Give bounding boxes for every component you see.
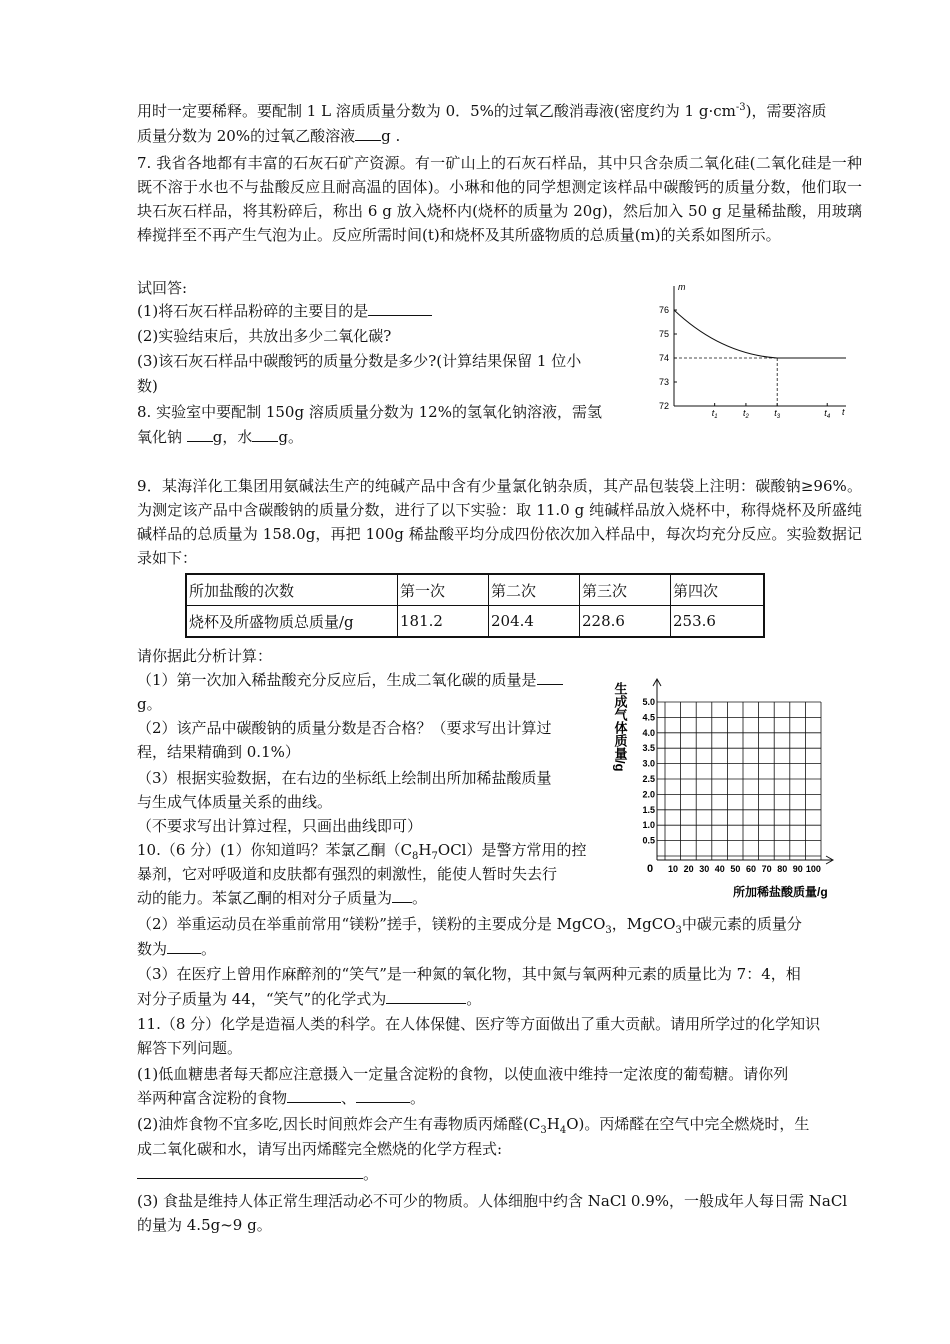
q9-part3: （3）根据实验数据，在右边的坐标纸上绘制出所加稀盐酸质量 (137, 769, 552, 787)
q9-part1: （1）第一次加入稀盐酸充分反应后，生成二氧化碳的质量是 (137, 668, 563, 692)
q10-line6: （3）在医疗上曾用作麻醉剂的“笑气”是一种氮的氧化物，其中氮与氧两种元素的质量比为 7：4，相 (137, 965, 801, 983)
q8-line1: 8. 实验室中要配制 150g 溶质质量分数为 12%的氢氧化钠溶液，需氢 (137, 403, 602, 421)
y-tick-label: 1.0 (642, 820, 655, 831)
q11-line3: (1)低血糖患者每天都应注意摄入一定量含淀粉的食物，以使血液中维持一定浓度的葡萄糖。请你列 (137, 1065, 789, 1083)
x-tick-label: $t_4$ (824, 408, 831, 420)
mass-time-chart (646, 280, 852, 420)
q10-line2: 暴剂，它对呼吸道和皮肤都有强烈的刺激性，能使人暂时失去行 (137, 865, 558, 883)
table-header-row (186, 574, 764, 606)
x-tick-label: 40 (714, 864, 725, 874)
y-tick-label: 73 (658, 377, 669, 387)
gas-mass-grid-chart (612, 676, 855, 904)
q7-ask: 试回答: (137, 279, 188, 297)
q7-part3: (3)该石灰石样品中碳酸钙的质量分数是多少?(计算结果保留 1 位小 (137, 352, 582, 370)
q10-line5: 数为 。 (137, 937, 216, 961)
text-line: 用时一定要稀释。要配制 1 L 溶质质量分数为 0．5%的过氧乙酸消毒液(密度约为 1 $g\cdot cm^{-3}$)，需要溶质 (137, 102, 827, 120)
x-tick-label: $t_3$ (774, 408, 781, 420)
q7-part2: (2)实验结束后，共放出多少二氧化碳? (137, 327, 392, 345)
x-tick-label: 80 (777, 864, 788, 874)
y-tick-label: 3.0 (642, 758, 655, 769)
answer-blank[interactable] (386, 987, 466, 1004)
answer-blank[interactable] (355, 124, 381, 141)
q9-intro: 9．某海洋化工集团用氨碱法生产的纯碱产品中含有少量氯化钠杂质，其产品包装袋上注明：碳酸钠≥96%。为测定该产品中含碳酸钠的质量分数，进行了以下实验：取 11.0 g 纯碱样品放入烧杯中，称得烧杯及所盛纯碱样品的总质量为 158.0g，再把 100g 稀盐酸平均分成四份依次加入样品中，每次均充分反应。实验数据记录如下： (137, 477, 862, 567)
y-tick-label: 4.5 (642, 712, 655, 723)
y-tick-label: 76 (658, 305, 669, 315)
origin-label: 0 (647, 863, 654, 875)
q7-part1: (1)将石灰石样品粉碎的主要目的是 (137, 299, 432, 323)
q11-line4: 举两种富含淀粉的食物 、 。 (137, 1086, 425, 1110)
experiment-data-table (185, 573, 765, 638)
table-cell: 所加盐酸的次数 (186, 574, 398, 606)
q9-part3-cont: 与生成气体质量关系的曲线。 (137, 793, 333, 811)
x-tick-label: 70 (761, 864, 772, 874)
q11-line8: (3) 食盐是维持人体正常生理活动必不可少的物质。人体细胞中约含 NaCl 0.9%，一般成年人每日需 NaCl (137, 1192, 848, 1210)
y-tick-label: 2.5 (642, 774, 655, 784)
table-cell: 烧杯及所盛物质总质量/g (186, 606, 398, 638)
q10-line7: 对分子质量为 44，“笑气”的化学式为 。 (137, 987, 481, 1011)
answer-blank[interactable] (537, 668, 563, 685)
y-axis-label: 生成气体质量/g (612, 682, 628, 772)
q10-line3: 动的能力。苯氯乙酮的相对分子质量为 。 (137, 886, 427, 910)
x-tick-label: 100 (805, 864, 821, 874)
answer-blank[interactable] (187, 425, 213, 442)
q11-line6: 成二氧化碳和水，请写出丙烯醛完全燃烧的化学方程式: (137, 1140, 503, 1158)
answer-blank[interactable] (368, 299, 432, 316)
x-tick-label: 60 (745, 864, 757, 874)
y-axis-label: m (678, 282, 686, 292)
table-row (186, 606, 764, 638)
answer-blank[interactable] (137, 1162, 363, 1179)
q10-line4: （2）举重运动员在举重前常用“镁粉”搓手，镁粉的主要成分是 MgCO$_3$，MgCO$_3$中碳元素的质量分 (137, 915, 802, 936)
q11-line9: 的量为 4.5g~9 g。 (137, 1216, 272, 1234)
q10-line1: 10.（6 分）(1）你知道吗？苯氯乙酮$(C_8H_7OCl)$是警方常用的控 (137, 841, 587, 862)
q8-line2: 氧化钠 g，水 g。 (137, 425, 303, 449)
q9-part2-cont: 程，结果精确到 0.1%） (137, 743, 300, 761)
x-tick-label: 90 (792, 864, 803, 874)
y-tick-label: 4.0 (642, 727, 655, 738)
table-cell: 181.2 (398, 606, 489, 638)
q9-part1-unit: g。 (137, 695, 162, 713)
y-tick-label: 3.5 (642, 743, 655, 754)
y-tick-label: 2.0 (642, 789, 655, 800)
x-axis-label: 所加稀盐酸质量/g (733, 885, 828, 899)
y-tick-label: 0.5 (642, 835, 655, 846)
y-tick-label: 75 (658, 329, 669, 339)
text-line: 质量分数为 20%的过氧乙酸溶液 g . (137, 124, 400, 148)
answer-blank[interactable] (356, 1086, 410, 1103)
q7-intro: 7. 我省各地都有丰富的石灰石矿产资源。有一矿山上的石灰石样品，其中只含杂质二氧化硅(二氧化硅是一种既不溶于水也不与盐酸反应且耐高温的固体)。小琳和他的同学想测定该样品中碳酸钙的质量分数，他们取一块石灰石样品，将其粉碎后，称出 6 g 放入烧杯内(烧杯的质量为 20g)，然后加入 50 g 足量稀盐酸，用玻璃棒搅拌至不再产生气泡为止。反应所需时间(t)和烧杯及其所盛物质的总质量(m)的关系如图所示。 (137, 154, 862, 244)
q7-part3-cont: 数) (137, 377, 158, 395)
x-axis-label: t (842, 407, 845, 417)
y-tick-label: 5.0 (642, 697, 655, 707)
table-cell: 第一次 (398, 574, 489, 606)
table-cell: 228.6 (580, 606, 671, 638)
q9-part3-note: （不要求写出计算过程，只画出曲线即可） (137, 817, 423, 835)
y-tick-label: 74 (658, 353, 669, 363)
y-tick-label: 1.5 (642, 804, 655, 815)
table-cell: 253.6 (671, 606, 765, 638)
q11-line2: 解答下列问题。 (137, 1039, 243, 1057)
x-tick-label: 30 (699, 864, 710, 874)
answer-blank[interactable] (287, 1086, 341, 1103)
q9-ask: 请你据此分析计算： (137, 647, 273, 665)
x-tick-label: 10 (667, 864, 679, 874)
mass-curve (674, 310, 846, 358)
table-cell: 第二次 (489, 574, 580, 606)
answer-blank[interactable] (252, 425, 278, 442)
x-tick-label: 20 (683, 864, 694, 874)
q11-line5: (2)油炸食物不宜多吃,因长时间煎炸会产生有毒物质丙烯醛$(C_3H_4O)$。丙烯醛在空气中完全燃烧时，生 (137, 1115, 810, 1136)
y-tick-label: 72 (658, 401, 669, 411)
table-cell: 第四次 (671, 574, 765, 606)
answer-blank[interactable] (392, 886, 412, 903)
q9-part2: （2）该产品中碳酸钠的质量分数是否合格？（要求写出计算过 (137, 719, 552, 737)
table-cell: 第三次 (580, 574, 671, 606)
x-tick-label: $t_1$ (711, 408, 718, 420)
x-tick-label: 50 (730, 864, 741, 874)
x-tick-label: $t_2$ (742, 408, 749, 420)
q11-line7: 。 (137, 1162, 378, 1186)
answer-blank[interactable] (167, 937, 201, 954)
table-cell: 204.4 (489, 606, 580, 638)
q11-line1: 11.（8 分）化学是造福人类的科学。在人体保健、医疗等方面做出了重大贡献。请用所学过的化学知识 (137, 1015, 821, 1033)
